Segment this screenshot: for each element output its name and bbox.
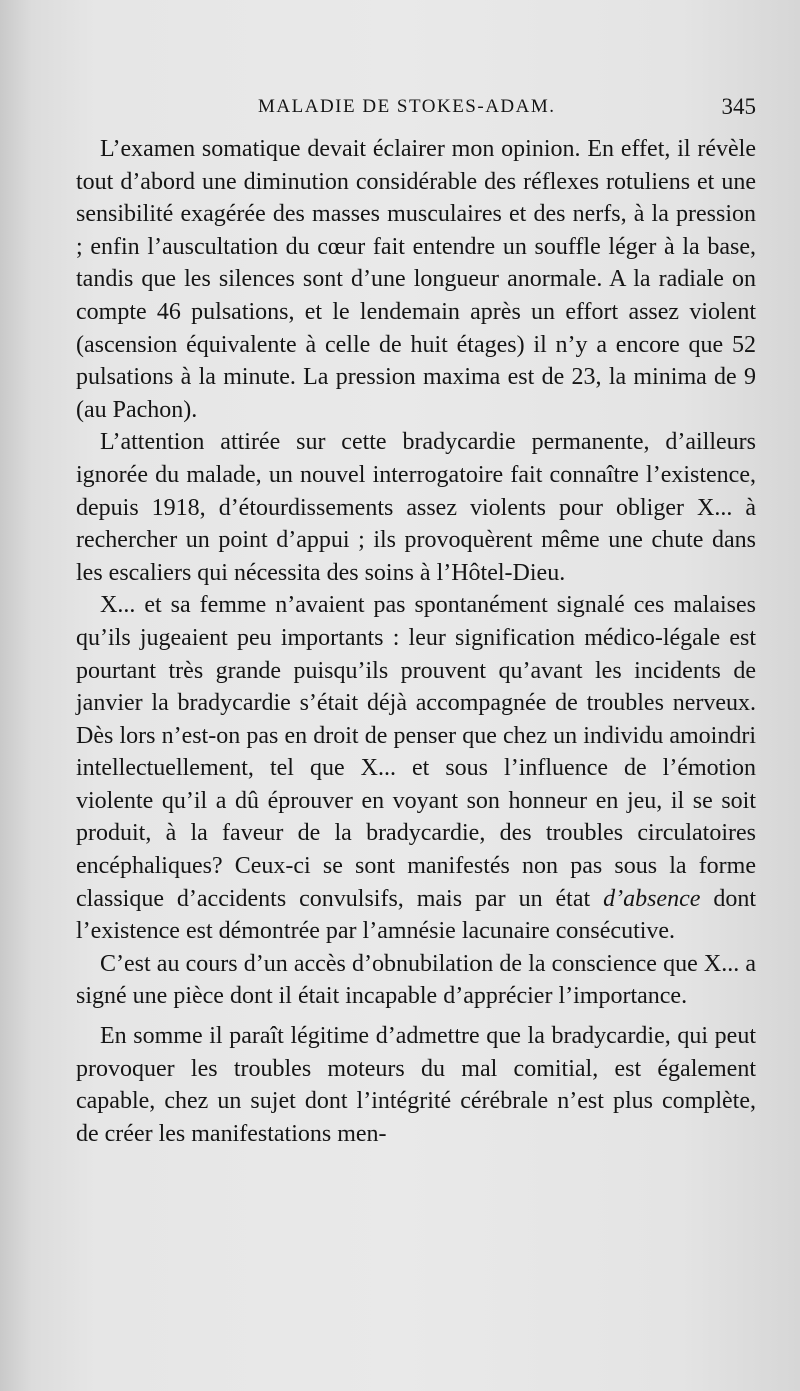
paragraph: L’attention attirée sur cette bradycardie permanente, d’ailleurs ignorée du malade, un nouvel interrogatoire fait connaître l’existence, depuis 1918, d’étourdissements assez violents pour obliger X... à rechercher un point d’appui ; ils provoquèrent même une chute dans les escaliers qui nécessita des soins à l’Hôtel-Dieu. xyxy=(76,429,756,586)
running-title: MALADIE DE STOKES-ADAM. xyxy=(258,96,556,117)
body-text xyxy=(76,133,756,1150)
paragraph: En somme il paraît légitime d’admettre que la bradycardie, qui peut provoquer les troubles moteurs du mal comitial, est également capable, chez un sujet dont l’intégrité cérébrale n’est plus complète, de créer les manifestations men- xyxy=(76,1023,756,1147)
italic-emphasis: d’absence xyxy=(603,885,701,912)
paragraph: C’est au cours d’un accès d’obnubilation de la conscience que X... a signé une pièce dont il était incapable d’apprécier l’importance. xyxy=(76,950,756,1010)
paragraph xyxy=(76,589,756,948)
page-header xyxy=(258,94,756,128)
paragraph-text: dont l’existence est démontrée par l’amnésie lacunaire consécutive. xyxy=(76,885,756,945)
paragraph-text: X... et sa femme n’avaient pas spontanément signalé ces malaises qu’ils jugeaient peu importants : leur signification médico-légale est pourtant très grande puisqu’ils prouvent qu’avant les incidents de janvier la bradycardie s’était déjà accompagnée de troubles nerveux. Dès lors n’est-on pas en droit de penser que chez un individu amoindri intellectuellement, tel que X... et sous l’influence de l’émotion violente qu’il a dû éprouver en voyant son honneur en jeu, il se soit produit, à la faveur de la bradycardie, des troubles circulatoires encéphaliques? Ceux-ci se sont manifestés non pas sous la forme classique d’accidents convulsifs, mais par un état xyxy=(76,592,756,912)
paragraph: L’examen somatique devait éclairer mon opinion. En effet, il révèle tout d’abord une diminution considérable des réflexes rotuliens et une sensibilité exagérée des masses musculaires et des nerfs, à la pression ; enfin l’auscultation du cœur fait entendre un souffle léger à la base, tandis que les silences sont d’une longueur anormale. A la radiale on compte 46 pulsations, et le lendemain après un effort assez violent (ascension équivalente à celle de huit étages) il n’y a encore que 52 pulsations à la minute. La pression maxima est de 23, la minima de 9 (au Pachon). xyxy=(76,136,756,423)
page-number: 345 xyxy=(721,94,756,119)
